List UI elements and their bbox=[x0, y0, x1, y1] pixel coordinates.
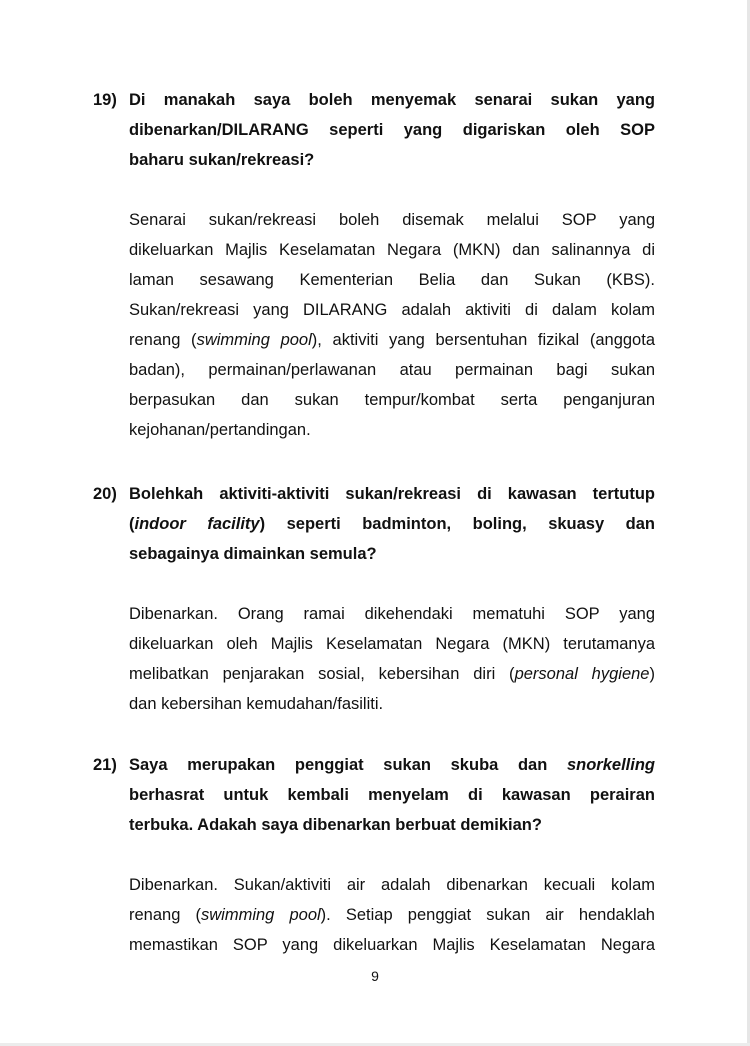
text-span: ), aktiviti yang bersentuhan fizikal (anggota bbox=[311, 331, 655, 349]
text-span: ) bbox=[649, 665, 655, 683]
text-span: renang ( bbox=[129, 906, 201, 924]
answer-line: Dibenarkan. Orang ramai dikehendaki mematuhi SOP yang bbox=[129, 605, 655, 623]
question-line: baharu sukan/rekreasi? bbox=[129, 151, 315, 169]
text-span: ( bbox=[129, 515, 135, 533]
text-span: ) seperti badminton, boling, skuasy dan bbox=[259, 515, 655, 533]
text-span: renang ( bbox=[129, 331, 197, 349]
answer-line: dikeluarkan oleh Majlis Keselamatan Negara (MKN) terutamanya bbox=[129, 635, 655, 653]
answer-line bbox=[129, 659, 655, 689]
answer-line bbox=[129, 325, 655, 355]
text-span: ). Setiap penggiat sukan air hendaklah bbox=[320, 906, 655, 924]
answer-line: Senarai sukan/rekreasi boleh disemak melalui SOP yang bbox=[129, 211, 655, 229]
answer-line: memastikan SOP yang dikeluarkan Majlis Keselamatan Negara bbox=[129, 936, 655, 954]
answer-line: Sukan/rekreasi yang DILARANG adalah aktiviti di dalam kolam bbox=[129, 301, 655, 319]
question-line bbox=[129, 750, 655, 780]
answer-line: badan), permainan/perlawanan atau permainan bagi sukan bbox=[129, 361, 655, 379]
question-line bbox=[129, 509, 655, 539]
italic-term: swimming pool bbox=[196, 331, 312, 349]
answer-line: laman sesawang Kementerian Belia dan Sukan (KBS). bbox=[129, 271, 655, 289]
question-line: dibenarkan/DILARANG seperti yang digariskan oleh SOP bbox=[129, 121, 655, 139]
page-number: 9 bbox=[371, 968, 379, 984]
answer-line: dan kebersihan kemudahan/fasiliti. bbox=[129, 695, 384, 713]
answer-line: Dibenarkan. Sukan/aktiviti air adalah dibenarkan kecuali kolam bbox=[129, 876, 655, 894]
italic-term: personal hygiene bbox=[514, 665, 650, 683]
answer-line: kejohanan/pertandingan. bbox=[129, 421, 311, 439]
question-number: 19) bbox=[93, 91, 117, 109]
question-line: terbuka. Adakah saya dibenarkan berbuat demikian? bbox=[129, 816, 542, 834]
italic-term: snorkelling bbox=[566, 756, 655, 774]
answer-line: berpasukan dan sukan tempur/kombat serta penganjuran bbox=[129, 391, 655, 409]
question-number: 21) bbox=[93, 756, 117, 774]
answer-line: dikeluarkan Majlis Keselamatan Negara (MKN) dan salinannya di bbox=[129, 241, 655, 259]
text-span: Saya merupakan penggiat sukan skuba dan bbox=[129, 756, 567, 774]
question-line: Bolehkah aktiviti-aktiviti sukan/rekreasi di kawasan tertutup bbox=[129, 485, 655, 503]
question-number: 20) bbox=[93, 485, 117, 503]
italic-term: swimming pool bbox=[201, 906, 321, 924]
question-line: Di manakah saya boleh menyemak senarai sukan yang bbox=[129, 91, 655, 109]
answer-line bbox=[129, 900, 655, 930]
question-line: berhasrat untuk kembali menyelam di kawasan perairan bbox=[129, 786, 655, 804]
text-span: melibatkan penjarakan sosial, kebersihan diri ( bbox=[129, 665, 515, 683]
italic-term: indoor facility bbox=[134, 515, 260, 533]
question-line: sebagainya dimainkan semula? bbox=[129, 545, 377, 563]
